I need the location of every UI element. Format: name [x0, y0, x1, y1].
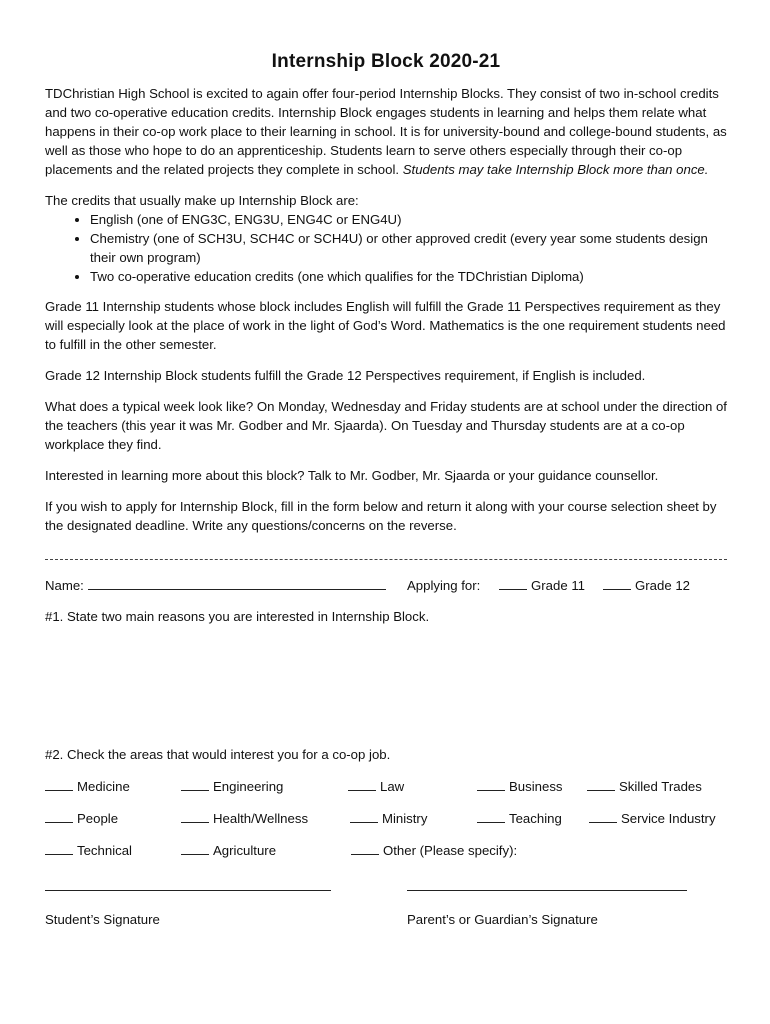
area-technical[interactable] [45, 841, 132, 860]
name-field[interactable] [45, 576, 386, 595]
area-people[interactable] [45, 809, 118, 828]
area-label: Engineering [213, 779, 284, 794]
question-1: #1. State two main reasons you are interested in Internship Block. [45, 609, 430, 624]
area-other[interactable] [351, 841, 517, 860]
parent-signature-line[interactable] [407, 890, 687, 891]
area-label: Business [509, 779, 563, 794]
grade11-blank[interactable] [499, 576, 527, 590]
document-page [45, 50, 727, 929]
student-signature-line[interactable] [45, 890, 331, 891]
area-engineering[interactable] [181, 777, 283, 796]
checkbox-blank[interactable] [589, 809, 617, 823]
apply-paragraph: If you wish to apply for Internship Block, fill in the form below and return it along with your course selection sheet by the designated deadline. Write any questions/concerns on the reverse. [45, 499, 717, 533]
area-label: Law [380, 779, 405, 794]
typical-week-paragraph: What does a typical week look like? On Monday, Wednesday and Friday students are at school under the direction of the teachers (this year it was Mr. Godber and Mr. Sjaarda). On Tuesday and Thursday students are at a co-op workplace they find. [45, 399, 727, 452]
grade12-label: Grade 12 [635, 578, 690, 593]
intro-text: TDChristian High School is excited to again offer four-period Internship Blocks. They consist of two in-school credits and two co-operative education credits. Internship Block engages students in learning and helps them relate what happens in their co-op work place to their learning in school. It is for university-bound and college-bound students, as well as those who hope to do an apprenticeship. Students learn to serve others especially through their co-op placements and the related projects they complete in school. [45, 86, 727, 177]
area-ministry[interactable] [350, 809, 427, 828]
credits-list [45, 210, 727, 286]
checkbox-blank[interactable] [477, 809, 505, 823]
area-label: Agriculture [213, 843, 277, 858]
area-agriculture[interactable] [181, 841, 276, 860]
cut-line-divider [45, 559, 727, 560]
areas-row-2 [45, 809, 727, 828]
checkbox-blank[interactable] [45, 777, 73, 791]
question-2: #2. Check the areas that would interest you for a co-op job. [45, 747, 391, 762]
grade11-label: Grade 11 [531, 578, 586, 593]
checkbox-blank[interactable] [351, 841, 379, 855]
grade12-paragraph: Grade 12 Internship Block students fulfill the Grade 12 Perspectives requirement, if English is included. [45, 368, 646, 383]
areas-row-1 [45, 777, 727, 796]
applying-for-label: Applying for: [407, 578, 481, 593]
area-business[interactable] [477, 777, 563, 796]
intro-emphasis: Students may take Internship Block more than once. [402, 162, 709, 177]
area-label: Medicine [77, 779, 130, 794]
area-label: Skilled Trades [619, 779, 702, 794]
area-label: People [77, 811, 119, 826]
area-medicine[interactable] [45, 777, 130, 796]
checkbox-blank[interactable] [348, 777, 376, 791]
area-label: Technical [77, 843, 132, 858]
area-label: Other (Please specify): [383, 843, 518, 858]
checkbox-blank[interactable] [350, 809, 378, 823]
parent-signature-label: Parent’s or Guardian’s Signature [407, 912, 598, 927]
checkbox-blank[interactable] [181, 809, 209, 823]
area-label: Service Industry [621, 811, 716, 826]
list-item: • Chemistry (one of SCH3U, SCH4C or SCH4U) or other approved credit (every year some students design their own program) [90, 229, 727, 267]
area-teaching[interactable] [477, 809, 562, 828]
list-item: • English (one of ENG3C, ENG3U, ENG4C or ENG4U) [90, 210, 727, 229]
signature-lines [45, 890, 727, 906]
area-label: Health/Wellness [213, 811, 309, 826]
grade12-blank[interactable] [603, 576, 631, 590]
area-label: Ministry [382, 811, 428, 826]
checkbox-blank[interactable] [181, 777, 209, 791]
name-blank[interactable] [88, 576, 386, 590]
area-health-wellness[interactable] [181, 809, 308, 828]
checkbox-blank[interactable] [181, 841, 209, 855]
name-label: Name: [45, 578, 84, 593]
checkbox-blank[interactable] [45, 809, 73, 823]
interested-paragraph: Interested in learning more about this block? Talk to Mr. Godber, Mr. Sjaarda or your guidance counsellor. [45, 468, 659, 483]
area-skilled-trades[interactable] [587, 777, 702, 796]
page-title: Internship Block 2020-21 [271, 51, 501, 72]
answer-area-1[interactable] [45, 638, 727, 745]
credits-intro: The credits that usually make up Internship Block are: [45, 193, 359, 208]
grade11-checkbox[interactable] [499, 576, 585, 595]
area-label: Teaching [509, 811, 562, 826]
checkbox-blank[interactable] [45, 841, 73, 855]
checkbox-blank[interactable] [477, 777, 505, 791]
area-law[interactable] [348, 777, 404, 796]
area-service-industry[interactable] [589, 809, 716, 828]
student-signature-label: Student’s Signature [45, 912, 160, 927]
grade12-checkbox[interactable] [603, 576, 690, 595]
checkbox-blank[interactable] [587, 777, 615, 791]
grade11-paragraph: Grade 11 Internship students whose block includes English will fulfill the Grade 11 Perspectives requirement as they will especially look at the place of work in the light of God’s Word. Mathematics is the one requirement students need to fulfill in the other semester. [45, 299, 726, 352]
name-row [45, 576, 727, 595]
areas-row-3 [45, 841, 727, 860]
list-item: • Two co-operative education credits (one which qualifies for the TDChristian Diploma) [90, 267, 727, 286]
intro-paragraph [45, 84, 727, 179]
signature-labels [45, 910, 727, 929]
